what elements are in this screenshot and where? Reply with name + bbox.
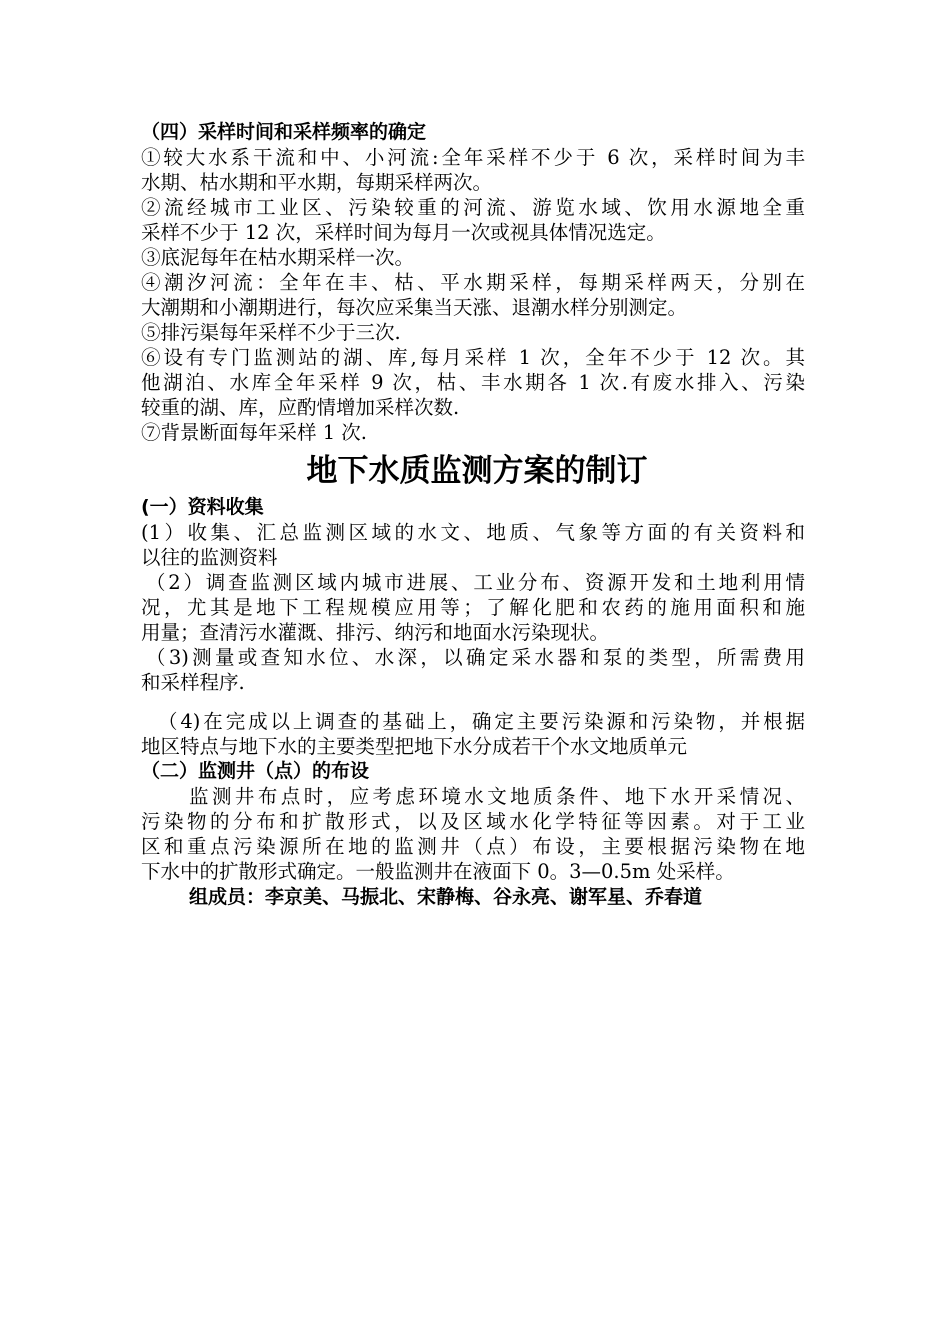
section4-line: 采样不少于 12 次，采样时间为每月一次或视具体情况选定。 <box>141 221 666 244</box>
part1-p1-line: 以往的监测资料 <box>141 546 278 569</box>
members-line: 组成员：李京美、马振北、宋静梅、谷永亮、谢军星、乔春道 <box>189 886 703 908</box>
section4-line: ③底泥每年在枯水期采样一次。 <box>141 246 415 269</box>
section4-line: 他湖泊、水库全年采样 9 次，枯、丰水期各 1 次.有废水排入、污染 <box>141 371 805 394</box>
section4-line: ⑥设有专门监测站的湖、库,每月采样 1 次，全年不少于 12 次。其 <box>141 346 805 369</box>
part1-heading: (一）资料收集 <box>141 496 264 518</box>
section4-heading: （四）采样时间和采样频率的确定 <box>141 121 427 143</box>
part1-p4-line: 地区特点与地下水的主要类型把地下水分成若干个水文地质单元 <box>141 735 688 758</box>
section4-line: ①较大水系干流和中、小河流:全年采样不少于 6 次，采样时间为丰 <box>141 146 805 169</box>
part2-line: 下水中的扩散形式确定。一般监测井在液面下 0。3—0.5m 处采样。 <box>141 860 735 883</box>
section4-line: 水期、枯水期和平水期，每期采样两次。 <box>141 171 493 194</box>
main-title: 地下水质监测方案的制订 <box>306 453 648 489</box>
section4-line: ⑦背景断面每年采样 1 次. <box>141 421 368 444</box>
part2-line: 区和重点污染源所在地的监测井（点）布设，主要根据污染物在地 <box>141 835 805 858</box>
part1-p1-line: (1）收集、汇总监测区域的水文、地质、气象等方面的有关资料和 <box>141 521 805 544</box>
section4-line: ④潮汐河流：全年在丰、枯、平水期采样，每期采样两天，分别在 <box>141 271 805 294</box>
section4-line: ②流经城市工业区、污染较重的河流、游览水域、饮用水源地全重 <box>141 196 805 219</box>
part1-p2-line: 况，尤其是地下工程规模应用等；了解化肥和农药的施用面积和施 <box>141 596 805 619</box>
part1-p3-line: （3)测量或查知水位、水深，以确定采水器和泵的类型，所需费用 <box>146 646 805 669</box>
section4-line: 大潮期和小潮期进行，每次应采集当天涨、退潮水样分别测定。 <box>141 296 688 319</box>
part1-p2-line: 用量；查清污水灌溉、排污、纳污和地面水污染现状。 <box>141 621 610 644</box>
part1-p3-line: 和采样程序. <box>141 671 245 694</box>
part1-p2-line: （2）调查监测区域内城市进展、工业分布、资源开发和土地利用情 <box>146 571 805 594</box>
part2-heading: （二）监测井（点）的布设 <box>141 760 370 782</box>
section4-line: ⑤排污渠每年采样不少于三次. <box>141 321 401 344</box>
section4-line: 较重的湖、库，应酌情增加采样次数. <box>141 396 460 419</box>
document-page <box>141 120 821 911</box>
part2-line: 污染物的分布和扩散形式，以及区域水化学特征等因素。对于工业 <box>141 810 805 833</box>
part2-line: 监测井布点时，应考虑环境水文地质条件、地下水开采情况、 <box>189 785 805 808</box>
part1-p4-line: （4)在完成以上调查的基础上，确定主要污染源和污染物，并根据 <box>158 710 805 733</box>
